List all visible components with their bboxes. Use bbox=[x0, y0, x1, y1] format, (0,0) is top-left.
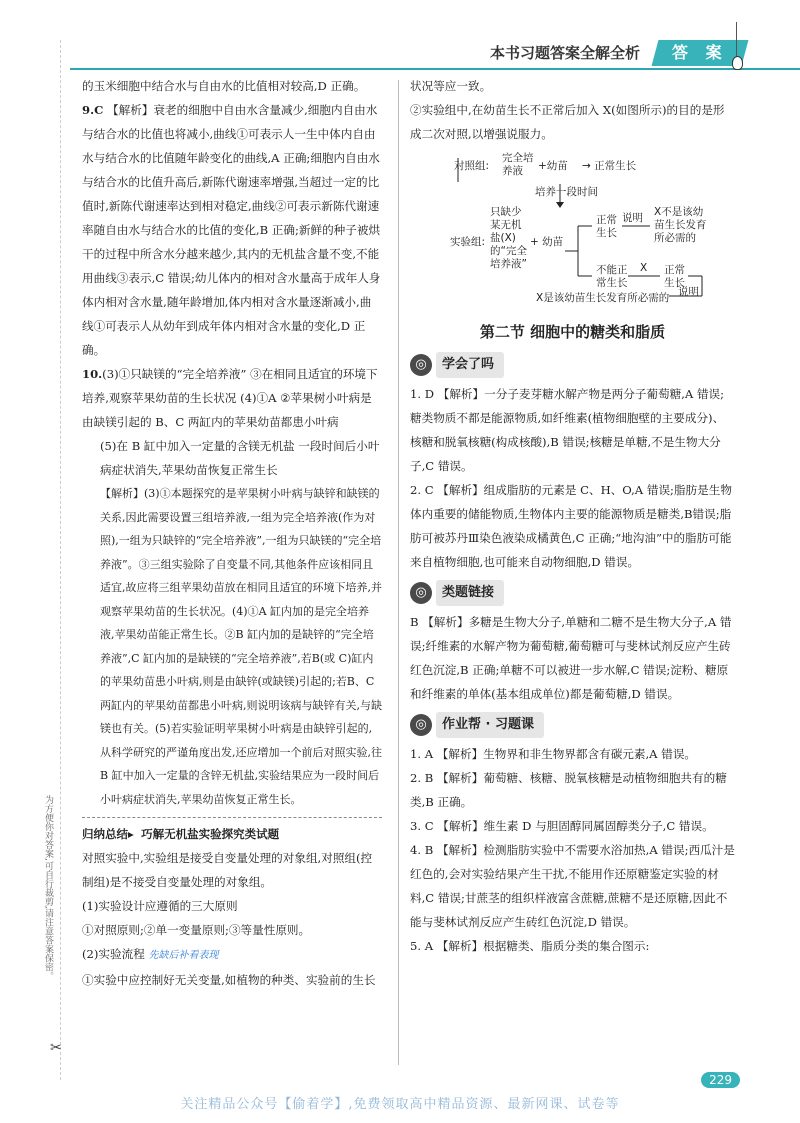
homework-3: 3. C 【解析】维生素 D 与胆固醇同属固醇类分子,C 错误。 bbox=[410, 819, 714, 833]
section-title: 第二节 细胞中的糖类和脂质 bbox=[479, 323, 666, 341]
summary-line-4: (2)实验流程 先缺后补看表现 bbox=[82, 947, 219, 961]
band-homework bbox=[410, 712, 735, 738]
lightbulb-icon bbox=[732, 22, 742, 72]
header-tag: 答 案 bbox=[652, 40, 749, 66]
explain-1: 说明 bbox=[622, 212, 643, 224]
ctrl-result: → 正常生长 bbox=[582, 160, 637, 172]
exp-medium-3: 盐(X) bbox=[490, 232, 516, 244]
answer-9-num: 9.C bbox=[82, 103, 104, 117]
header-title: 本书习题答案全解全析 bbox=[489, 44, 640, 62]
exp-medium-5: 培养液” bbox=[490, 258, 527, 270]
target-icon: ◎ bbox=[410, 354, 432, 376]
right-column bbox=[410, 74, 735, 958]
band-related bbox=[410, 580, 735, 606]
x-not-3: 所必需的 bbox=[654, 232, 696, 244]
exp-medium-2: 某无机 bbox=[490, 219, 522, 231]
ctrl-medium-1: 完全培 bbox=[502, 152, 534, 164]
answer-10-part-a: (3)①只缺镁的“完全培养液” ③在相同且适宜的环境下培养,观察苹果幼苗的生长状况 (4)①A ②苹果树小叶病是由缺镁引起的 B、C 两缸内的苹果幼苗都患小叶病 bbox=[82, 367, 378, 429]
summary-line-2: (1)实验设计应遵循的三大原则 bbox=[82, 899, 238, 913]
footer-watermark: 关注精品公众号【偷着学】,免费领取高中精品资源、最新网课、试卷等 bbox=[180, 1097, 620, 1112]
band-homework-title: 作业帮 · 习题课 bbox=[436, 712, 544, 738]
band-related-title: 类题链接 bbox=[436, 580, 504, 606]
answer-9-text: 【解析】衰老的细胞中自由水含量减少,细胞内自由水与结合水的比值也将减小,曲线①可表示人一生中体内自由水与结合水的比值随年龄变化的曲线,A 正确;细胞内自由水与结合水的比值升高后,新陈代谢速率增强,当超过一定的比值时,新陈代谢速率达到相对稳定,曲线②可表示新陈代谢速率随自由水与结合水的比值的变化,B 正确;新鲜的种子被烘干的过程中所含水分越来越少,其内的无机盐含量不变,不能用曲线③表示,C 错误;幼儿体内的相对含水量高于成年人身体内相对含水量,随年龄增加,体内相对含水量逐渐减小,曲线①可表示人从幼年到成年体内相对含水量的变化,D 正确。 bbox=[82, 103, 381, 357]
page-number: 229 bbox=[701, 1072, 740, 1088]
summary-title: 巧解无机盐实验探究类试题 bbox=[141, 827, 280, 841]
x-needed: X是该幼苗生长发育所必需的 bbox=[536, 292, 670, 304]
exp-label: 实验组: bbox=[450, 236, 486, 248]
learned-1: 1. D 【解析】一分子麦芽糖水解产物是两分子葡萄糖,A 错误;糖类物质不都是能源物质,如纤维素(植物细胞壁的主要成分)、核糖和脱氧核糖(构成核酸),B 错误;核糖是单糖,不是生物大分子,C 错误。 bbox=[410, 387, 725, 473]
summary-line-5: ①实验中应控制好无关变量,如植物的种类、实验前的生长 bbox=[82, 973, 376, 987]
homework-1: 1. A 【解析】生物界和非生物界都含有碳元素,A 错误。 bbox=[410, 747, 697, 761]
recover-2: 生长 bbox=[664, 277, 685, 289]
homework-2: 2. B 【解析】葡萄糖、核糖、脱氧核糖是动植物细胞共有的糖类,B 正确。 bbox=[410, 771, 727, 809]
related-answer: B 【解析】多糖是生物大分子,单糖和二糖不是生物大分子,A 错误;纤维素的水解产物为葡萄糖,葡萄糖可与斐林试剂反应产生砖红色沉淀,B 正确;单糖不可以被进一步水解,C 错误;淀粉、糖原和纤维素的单体(基本组成单位)都是葡萄糖,D 错误。 bbox=[410, 615, 732, 701]
target-icon: ◎ bbox=[410, 714, 432, 736]
right-line-1: ②实验组中,在幼苗生长不正常后加入 X(如图所示)的目的是形成二次对照,以增强说服力。 bbox=[410, 103, 725, 141]
abnormal-2: 常生长 bbox=[596, 277, 628, 289]
explain-2: 说明 bbox=[678, 286, 699, 298]
ctrl-label: 对照组: bbox=[454, 160, 490, 172]
ctrl-medium-2: 养液 bbox=[502, 165, 523, 177]
summary-box bbox=[82, 817, 382, 992]
target-icon: ◎ bbox=[410, 582, 432, 604]
recover-1: 正常 bbox=[664, 264, 685, 276]
binding-margin-line bbox=[60, 40, 62, 1080]
band-learned-title: 学会了吗 bbox=[436, 352, 504, 378]
answer-10-part-b: (5)在 B 缸中加入一定量的含镁无机盐 一段时间后小叶病症状消失,苹果幼苗恢复正常生长 bbox=[100, 439, 380, 477]
answer-9 bbox=[82, 98, 382, 362]
ctrl-plus: +幼苗 bbox=[538, 160, 568, 172]
left-column bbox=[82, 74, 382, 992]
x-add-label: X bbox=[640, 262, 648, 274]
learned-2: 2. C 【解析】组成脂肪的元素是 C、H、O,A 错误;脂肪是生物体内重要的储能物质,生物体内主要的能源物质是糖类,B错误;脂肪可被苏丹Ⅲ染色液染成橘黄色,C 正确;“地沟油”中的脂肪可能来自植物细胞,也可能来自动物细胞,D 错误。 bbox=[410, 483, 732, 569]
answer-10-num: 10. bbox=[82, 367, 103, 381]
column-divider bbox=[398, 80, 399, 1065]
homework-4: 4. B 【解析】检测脂肪实验中不需要水浴加热,A 错误;西瓜汁是红色的,会对实验结果产生干扰,不能用作还原糖鉴定实验的材料,C 错误;甘蔗茎的组织样液富含蔗糖,蔗糖不是还原糖,因此不能与斐林试剂反应产生砖红色沉淀,D 错误。 bbox=[410, 843, 735, 929]
exp-medium-1: 只缺少 bbox=[490, 206, 522, 218]
exp-normal-1: 正常 bbox=[596, 214, 617, 226]
homework-5: 5. A 【解析】根据糖类、脂质分类的集合图示: bbox=[410, 939, 650, 953]
experiment-diagram bbox=[410, 146, 735, 306]
x-not-2: 苗生长发育 bbox=[654, 219, 707, 231]
side-note: 为方便你对答案,可自行裁剪,请注意答案保密。 bbox=[43, 795, 53, 981]
exp-normal-2: 生长 bbox=[596, 227, 617, 239]
culture-time: 培养一段时间 bbox=[535, 186, 598, 198]
summary-label: 归纳总结▸ bbox=[82, 827, 134, 841]
right-line-0: 状况等应一致。 bbox=[410, 79, 492, 93]
summary-line-1: 对照实验中,实验组是接受自变量处理的对象组,对照组(控制组)是不接受自变量处理的对象组。 bbox=[82, 851, 373, 889]
answer-10-analysis: 【解析】(3)①本题探究的是苹果树小叶病与缺锌和缺镁的关系,因此需要设置三组培养液,一组为完全培养液(作为对照),一组为只缺锌的“完全培养液”,一组为只缺镁的“完全培养液”。③三组实验除了自变量不同,其他条件应该相同且适宜,故应将三组苹果幼苗放在相同且适宜的环境下培养,并观察苹果幼苗的生长状况。(4)①A 缸内加的是完全培养液,苹果幼苗能正常生长。②B 缸内加的是缺锌的“完全培养液”,C 缸内加的是缺镁的“完全培养液”,若B(或 C)缸内的苹果幼苗患小叶病,则是由缺锌(或缺镁)引起的;若B、C两缸内的苹果幼苗都患小叶病,则说明该病与缺锌有关,与缺镁也有关。(5)若实验证明苹果树小叶病是由缺锌引起的,从科学研究的严谨角度出发,还应增加一个前后对照实验,往 B 缸中加入一定量的含锌无机盐,实验结果应为一段时间后小叶病症状消失,苹果幼苗恢复正常生长。 bbox=[100, 487, 382, 806]
handwritten-note: 先缺后补看表现 bbox=[148, 950, 219, 961]
x-not-1: X不是该幼 bbox=[654, 206, 704, 218]
page-header bbox=[70, 40, 800, 70]
exp-plus: + 幼苗 bbox=[530, 236, 564, 248]
band-learned bbox=[410, 352, 735, 378]
scissors-icon: ✂ bbox=[50, 1040, 62, 1056]
abnormal-1: 不能正 bbox=[596, 264, 628, 276]
answer-10 bbox=[82, 362, 382, 434]
left-line-0: 的玉米细胞中结合水与自由水的比值相对较高,D 正确。 bbox=[82, 79, 366, 93]
exp-medium-4: 的“完全 bbox=[490, 245, 527, 257]
summary-line-3: ①对照原则;②单一变量原则;③等量性原则。 bbox=[82, 923, 311, 937]
